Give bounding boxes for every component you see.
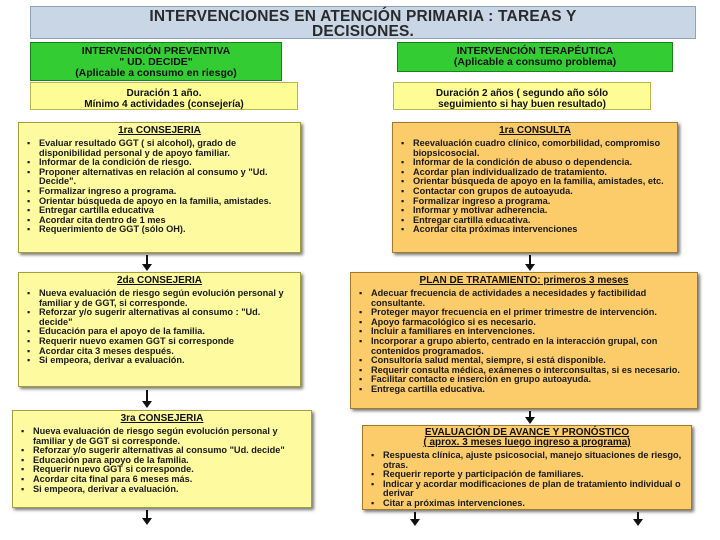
therapeutic-intervention-label — [397, 42, 673, 72]
list-item: ▪ Entregar cartilla educativa. — [401, 216, 671, 226]
list-item: ▪ Requerimiento de GGT (sólo OH). — [27, 225, 294, 235]
preventive-label-line-3: (Aplicable a consumo en riesgo) — [75, 67, 237, 79]
second-counseling-box — [18, 272, 301, 387]
preventive-label-line-2: " UD. DECIDE" — [119, 56, 193, 68]
list-item: ▪ Informar de la condición de riesgo. — [27, 158, 294, 168]
preventive-intervention-label — [30, 42, 282, 81]
list-item: ▪ Respuesta clínica, ajuste psicosocial, manejo situaciones de riesgo, otras. — [371, 451, 685, 470]
list-item: ▪ Entregar cartilla educativa — [27, 206, 294, 216]
list-item: ▪ Acordar cita 3 meses después. — [27, 347, 294, 357]
progress-evaluation-title-line-2: ( aprox. 3 meses luego ingreso a programa) — [423, 437, 631, 448]
page-title — [30, 6, 696, 39]
list-item: ▪ Reforzar y/o sugerir alternativas al consumo : "Ud. decide" — [27, 308, 294, 327]
list-item: ▪ Informar y motivar adherencia. — [401, 206, 671, 216]
first-counseling-list — [19, 139, 300, 235]
list-item: ▪ Educación para apoyo de la familia. — [21, 456, 305, 466]
list-item: ▪ Incorporar a grupo abierto, centrado en la interacción grupal, con contenidos programados. — [359, 337, 691, 356]
therapeutic-label-line-1: INTERVENCIÓN TERAPÉUTICA — [456, 45, 614, 57]
list-item: ▪ Acordar cita próximas intervenciones — [401, 225, 671, 235]
first-consultation-box — [392, 122, 678, 253]
list-item: ▪ Apoyo farmacológico si es necesario. — [359, 318, 691, 328]
title-line-2: DECISIONES. — [311, 23, 415, 40]
list-item: ▪ Entrega cartilla educativa. — [359, 385, 691, 395]
list-item: ▪ Orientar búsqueda de apoyo en la familia, amistades, etc. — [401, 177, 671, 187]
treatment-plan-box — [350, 272, 698, 409]
flow-arrow — [525, 411, 535, 424]
list-item: ▪ Acordar cita dentro de 1 mes — [27, 216, 294, 226]
list-item: ▪ Requerir nuevo examen GGT si corresponde — [27, 337, 294, 347]
list-item: ▪ Reevaluación cuadro clínico, comorbilidad, compromiso biopsicosocial. — [401, 139, 671, 158]
list-item: ▪ Indicar y acordar modificaciones de plan de tratamiento individual o derivar — [371, 480, 685, 499]
list-item: ▪ Acordar cita final para 6 meses más. — [21, 475, 305, 485]
second-counseling-list — [19, 289, 300, 366]
flow-arrow — [142, 255, 152, 271]
preventive-duration-line-1: Duración 1 año. — [126, 88, 202, 99]
list-item: ▪ Acordar plan individualizado de tratamiento. — [401, 168, 671, 178]
list-item: ▪ Requerir consulta médica, exámenes o interconsultas, si es necesario. — [359, 366, 691, 376]
list-item: ▪ Contactar con grupos de autoayuda. — [401, 187, 671, 197]
list-item: ▪ Requerir nuevo GGT si corresponde. — [21, 465, 305, 475]
list-item: ▪ Proponer alternativas en relación al consumo y "Ud. Decide". — [27, 168, 294, 187]
list-item: ▪ Adecuar frecuencia de actividades a necesidades y factibilidad consultante. — [359, 289, 691, 308]
progress-evaluation-title — [363, 428, 691, 448]
flow-arrow — [525, 255, 535, 271]
first-counseling-box — [18, 122, 301, 253]
treatment-plan-title: PLAN DE TRATAMIENTO: primeros 3 meses — [419, 275, 629, 286]
second-counseling-title: 2da CONSEJERIA — [116, 275, 203, 286]
list-item: ▪ Formalizar ingreso a programa. — [401, 197, 671, 207]
list-item: ▪ Educación para el apoyo de la familia. — [27, 327, 294, 337]
third-counseling-box — [12, 410, 312, 508]
list-item: ▪ Evaluar resultado GGT ( si alcohol), grado de disponibilidad personal y de apoyo familiar. — [27, 139, 294, 158]
therapeutic-duration — [393, 82, 651, 110]
progress-evaluation-title-line-1: EVALUACIÓN DE AVANCE Y PRONÓSTICO — [424, 427, 630, 438]
third-counseling-title: 3ra CONSEJERIA — [120, 413, 204, 424]
list-item: ▪ Reforzar y/o sugerir alternativas al consumo "Ud. decide" — [21, 446, 305, 456]
preventive-duration-line-2: Mínimo 4 actividades (consejería) — [84, 99, 244, 110]
title-line-1: INTERVENCIONES EN ATENCIÓN PRIMARIA : TAREAS Y — [149, 8, 577, 25]
flow-arrow — [633, 512, 643, 526]
list-item: ▪ Facilitar contacto e inserción en grupo autoayuda. — [359, 375, 691, 385]
therapeutic-duration-line-2: seguimiento si hay buen resultado) — [438, 99, 606, 110]
preventive-label-line-1: INTERVENCIÓN PREVENTIVA — [81, 45, 231, 57]
progress-evaluation-box — [362, 425, 692, 510]
flow-arrow — [142, 510, 152, 525]
preventive-duration — [30, 82, 298, 110]
list-item: ▪ Nueva evaluación de riesgo según evolución personal y familiar y de GGT si corresponde. — [21, 427, 305, 446]
first-counseling-title: 1ra CONSEJERIA — [118, 125, 201, 136]
list-item: ▪ Formalizar ingreso a programa. — [27, 187, 294, 197]
list-item: ▪ Si empeora, derivar a evaluación. — [27, 356, 294, 366]
progress-evaluation-list — [363, 451, 691, 509]
list-item: ▪ Proteger mayor frecuencia en el primer trimestre de intervención. — [359, 308, 691, 318]
list-item: ▪ Consultoría salud mental, siempre, si está disponible. — [359, 356, 691, 366]
therapeutic-duration-line-1: Duración 2 años ( segundo año sólo — [435, 88, 609, 99]
list-item: ▪ Informar de la condición de abuso o dependencia. — [401, 158, 671, 168]
first-consultation-title: 1ra CONSULTA — [499, 125, 571, 136]
list-item: ▪ Citar a próximas intervenciones. — [371, 499, 685, 509]
third-counseling-list — [13, 427, 311, 494]
list-item: ▪ Incluir a familiares en intervenciones. — [359, 327, 691, 337]
list-item: ▪ Si empeora, derivar a evaluación. — [21, 485, 305, 495]
treatment-plan-list — [351, 289, 697, 395]
flow-arrow — [410, 512, 420, 526]
first-consultation-list — [393, 139, 677, 235]
therapeutic-label-line-2: (Aplicable a consumo problema) — [453, 56, 617, 68]
flow-arrow — [142, 390, 152, 408]
list-item: ▪ Requerir reporte y participación de familiares. — [371, 470, 685, 480]
list-item: ▪ Orientar búsqueda de apoyo en la familia, amistades. — [27, 197, 294, 207]
list-item: ▪ Nueva evaluación de riesgo según evolución personal y familiar y de GGT, si corresponde. — [27, 289, 294, 308]
